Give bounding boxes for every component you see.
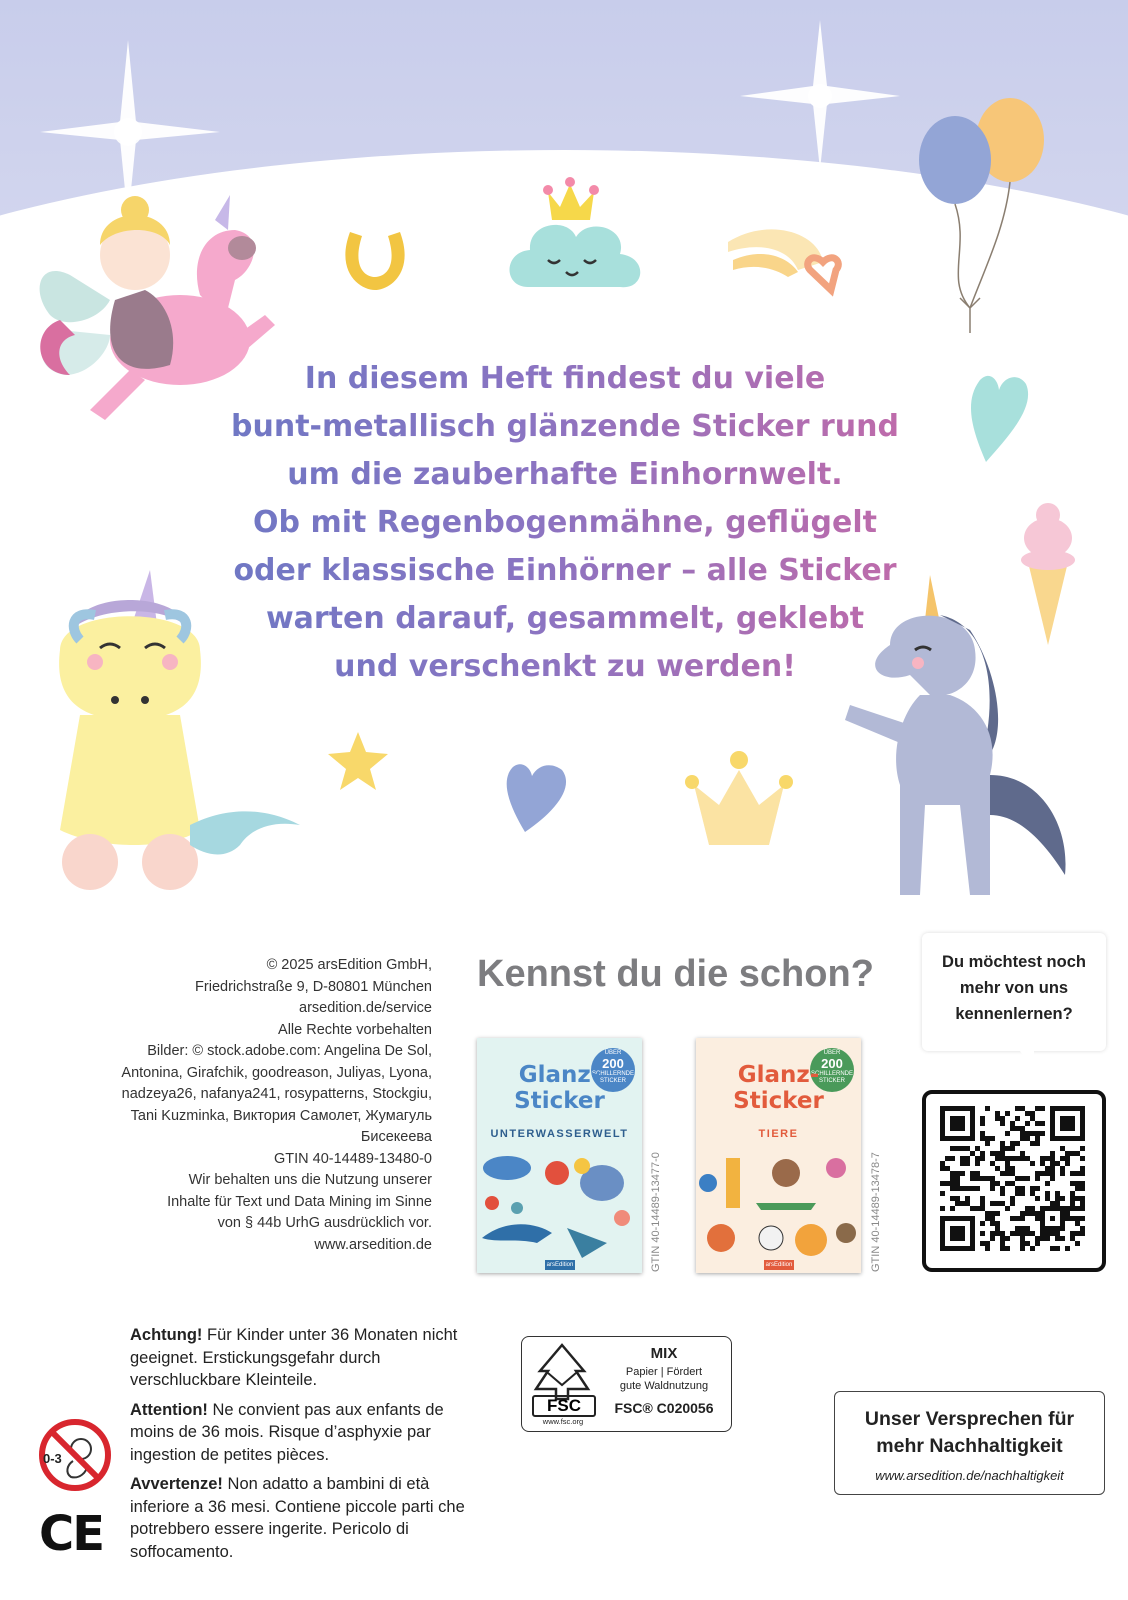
intro-line: bunt-metallisch glänzende Sticker rund	[231, 409, 899, 444]
imprint	[90, 955, 432, 1256]
intro-line: oder klassische Einhörner – alle Sticker	[233, 553, 897, 588]
horseshoe-icon	[340, 222, 410, 292]
balloons-icon	[915, 98, 1055, 343]
imprint-line: Wir behalten uns die Nutzung unserer	[188, 1172, 432, 1188]
sea-animals-icon	[477, 1148, 642, 1263]
cloud-crown-icon	[508, 172, 648, 297]
book-gtin: GTIN 40-14489-13477-0	[650, 1152, 662, 1272]
book-subtitle: UNTERWASSERWELT	[490, 1128, 629, 1140]
warning-fr: Attention! Ne convient pas aux enfants de moins de 36 mois. Risque d’asphyxie par ingestion de petites pièces.	[130, 1400, 444, 1464]
fsc-tree-icon	[530, 1343, 594, 1401]
imprint-link[interactable]: arsedition.de/service	[299, 1000, 432, 1016]
warning-de: Achtung! Für Kinder unter 36 Monaten nicht geeignet. Erstickungsgefahr durch verschluckbare Kleinteile.	[130, 1326, 458, 1389]
shooting-star-heart-icon	[728, 222, 858, 294]
publisher-logo: arsEdition	[546, 1262, 574, 1268]
badge-label: ÜBER 200 SCHILLERNDE STICKER	[591, 1050, 634, 1084]
book-title: Sticker	[733, 1088, 824, 1114]
fsc-logo-text: FSC	[532, 1395, 596, 1417]
imprint-line: von § 44b UrhG ausdrücklich vor.	[217, 1215, 432, 1231]
intro-line: In diesem Heft findest du viele	[304, 361, 826, 396]
book-cover-unterwasserwelt[interactable]	[477, 1038, 642, 1273]
fsc-site: www.fsc.org	[542, 1417, 584, 1426]
imprint-line: © 2025 arsEdition GmbH,	[266, 957, 432, 973]
book-title: Glanz-	[737, 1062, 820, 1088]
fsc-certification	[521, 1336, 732, 1432]
promise-link[interactable]: www.arsedition.de/nachhaltigkeit	[875, 1468, 1064, 1483]
intro-line: warten darauf, gesammelt, geklebt	[265, 601, 865, 636]
badge-label: ÜBER 200 SCHILLERNDE STICKER	[810, 1050, 853, 1084]
imprint-line: Friedrichstraße 9, D-80801 München	[195, 978, 432, 995]
safety-warning	[23, 1309, 488, 1579]
qr-code-icon	[940, 1106, 1088, 1256]
book-title: Sticker	[514, 1088, 605, 1114]
intro-line: Ob mit Regenbogenmähne, geflügelt	[253, 505, 877, 540]
book-cover-tiere[interactable]	[696, 1038, 861, 1273]
ce-mark-icon: CE	[39, 1506, 104, 1562]
imprint-link[interactable]: www.arsedition.de	[314, 1236, 432, 1253]
crown-icon	[684, 750, 794, 850]
sustainability-promise[interactable]	[834, 1391, 1105, 1495]
yellow-unicorn-illustration-icon	[40, 570, 310, 875]
heart-icon	[968, 372, 1030, 464]
intro-line: um die zauberhafte Einhornwelt.	[287, 457, 843, 492]
book-gtin: GTIN 40-14489-13478-7	[870, 1152, 882, 1272]
promo-heading: Kennst du die schon?	[477, 953, 874, 995]
warning-text	[130, 1324, 480, 1570]
age-symbol-label: 0-3	[43, 1451, 62, 1466]
imprint-line: Inhalte für Text und Data Mining im Sinne	[167, 1193, 432, 1210]
imprint-line: Бисекеева	[360, 1129, 432, 1145]
bubble-text: Du möchtest noch mehr von uns kennenlernen?	[942, 953, 1086, 1023]
promise-heading: Unser Versprechen für mehr Nachhaltigkeit	[864, 1408, 1075, 1457]
heart-icon	[500, 762, 572, 834]
qr-code[interactable]	[922, 1090, 1106, 1272]
imprint-line: Antonina, Girafchik, goodreason, Juliyas, Lyona,	[121, 1064, 432, 1081]
sparkle-icon	[730, 20, 910, 170]
zoo-animals-icon	[696, 1148, 861, 1263]
warning-it: Avvertenze! Non adatto a bambini di età inferiore a 36 mesi. Contiene piccole parti che potrebbero essere ingerite. Pericolo di soffocamento.	[130, 1475, 465, 1561]
fsc-details: MIX Papier | Fördert gute Waldnutzung FSC® C020056	[614, 1345, 714, 1416]
gray-unicorn-illustration-icon	[840, 575, 1100, 905]
imprint-line: Tani Kuzminka, Виктория Самолет, Жумагуль	[130, 1107, 432, 1124]
intro-line: und verschenkt zu werden!	[334, 649, 796, 684]
imprint-gtin: GTIN 40-14489-13480-0	[274, 1150, 432, 1167]
imprint-line: Alle Rechte vorbehalten	[278, 1021, 432, 1038]
imprint-line: Bilder: © stock.adobe.com: Angelina De Sol,	[147, 1043, 432, 1059]
speech-bubble	[922, 933, 1106, 1051]
publisher-logo: arsEdition	[765, 1262, 793, 1268]
book-subtitle: TIERE	[758, 1128, 799, 1140]
book-title: Glanz-	[518, 1062, 601, 1088]
imprint-line: nadzeya26, nafanya241, rosypatterns, Stockgiu,	[121, 1086, 432, 1102]
star-icon	[328, 732, 388, 792]
